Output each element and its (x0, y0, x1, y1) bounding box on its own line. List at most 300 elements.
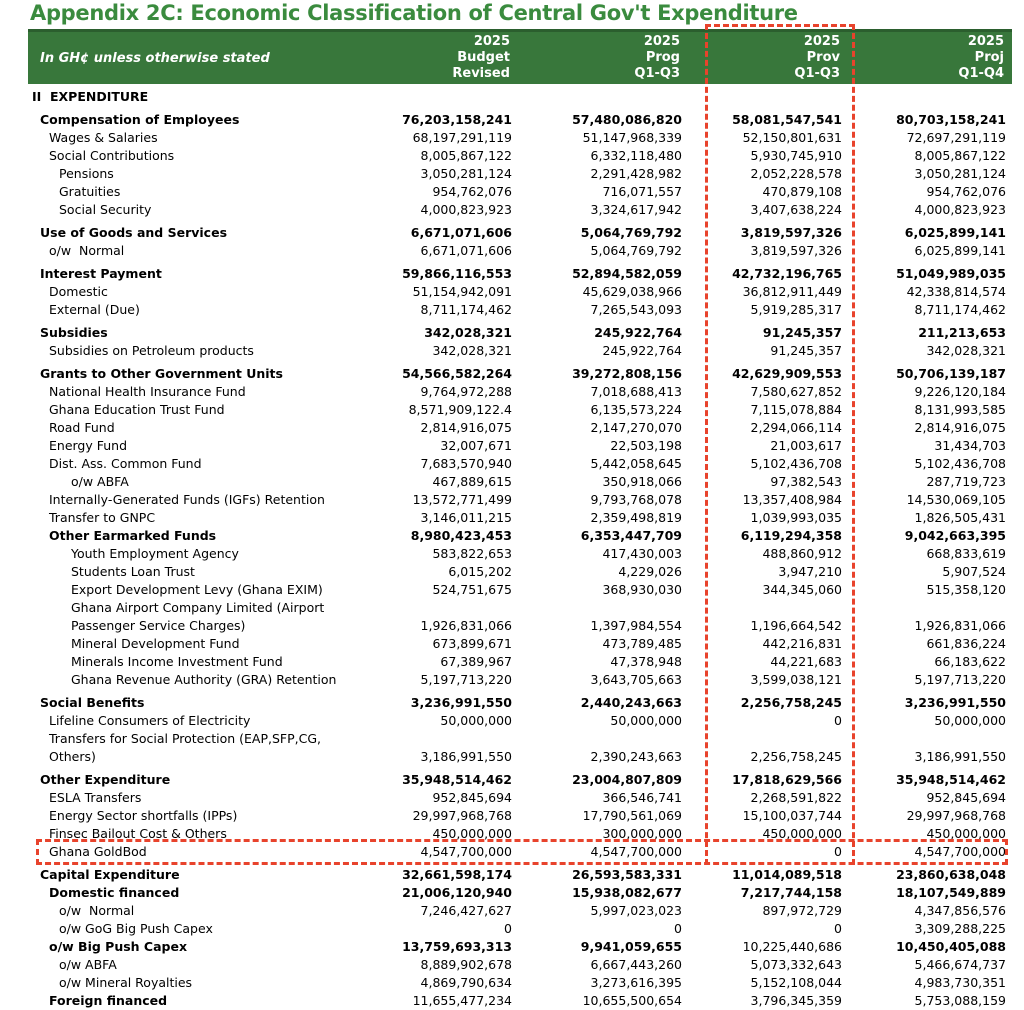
cell-value: 8,711,174,462 (420, 302, 512, 317)
cell-value: 245,922,764 (602, 343, 682, 358)
table-row (30, 825, 1010, 843)
row-label: Domestic financed (49, 885, 180, 900)
table-row (30, 201, 1010, 219)
cell-value: 7,217,744,158 (740, 885, 842, 900)
table-row (30, 956, 1010, 974)
cell-value: 29,997,968,768 (412, 808, 512, 823)
table-row (30, 129, 1010, 147)
cell-value (516, 730, 686, 748)
cell-value: 3,819,597,326 (740, 225, 842, 240)
cell-value: 50,706,139,187 (896, 366, 1006, 381)
row-label: Compensation of Employees (40, 112, 240, 127)
cell-value: 6,025,899,141 (904, 225, 1006, 240)
table-row (30, 599, 1010, 617)
row-label: Students Loan Trust (71, 564, 195, 579)
cell-value: 3,643,705,663 (590, 672, 682, 687)
table-row (30, 581, 1010, 599)
cell-value: 450,000,000 (762, 826, 842, 841)
cell-value: 66,183,622 (934, 654, 1006, 669)
cell-value: 13,759,693,313 (402, 939, 512, 954)
cell-value: 6,667,443,260 (590, 957, 682, 972)
row-label: Transfer to GNPC (49, 510, 156, 525)
cell-value: 350,918,066 (602, 474, 682, 489)
header-label: Prov (806, 50, 840, 65)
row-label: Gratuities (59, 184, 121, 199)
table-row (30, 545, 1010, 563)
cell-value: 5,152,108,044 (750, 975, 842, 990)
cell-value: 673,899,671 (432, 636, 512, 651)
table-row (30, 111, 1010, 129)
cell-value: 18,107,549,889 (896, 885, 1006, 900)
row-label: Social Benefits (40, 695, 145, 710)
cell-value: 6,332,118,480 (590, 148, 682, 163)
cell-value (516, 88, 686, 106)
cell-value (686, 88, 846, 106)
cell-value: 342,028,321 (926, 343, 1006, 358)
row-label: Youth Employment Agency (71, 546, 239, 561)
cell-value: 10,450,405,088 (896, 939, 1006, 954)
cell-value (346, 599, 516, 617)
cell-value: 91,245,357 (762, 325, 842, 340)
cell-value (846, 730, 1010, 748)
row-label: Other Expenditure (40, 772, 171, 787)
cell-value: 2,440,243,663 (580, 695, 682, 710)
cell-value: 2,294,066,114 (750, 420, 842, 435)
cell-value: 3,236,991,550 (410, 695, 512, 710)
table-row (30, 473, 1010, 491)
cell-value: 245,922,764 (594, 325, 682, 340)
table-row (30, 843, 1010, 861)
table-row (30, 242, 1010, 260)
header-label: Budget (457, 50, 510, 65)
cell-value: 897,972,729 (762, 903, 842, 918)
cell-value: 50,000,000 (934, 713, 1006, 728)
row-label: II EXPENDITURE (32, 89, 149, 104)
row-label: Energy Fund (49, 438, 128, 453)
table-row (30, 974, 1010, 992)
cell-value: 211,213,653 (918, 325, 1006, 340)
cell-value: 300,000,000 (602, 826, 682, 841)
row-label: Finsec Bailout Cost & Others (49, 826, 227, 841)
row-label: Social Contributions (49, 148, 175, 163)
row-label: Mineral Development Fund (71, 636, 240, 651)
cell-value: 15,100,037,744 (742, 808, 842, 823)
row-label: Interest Payment (40, 266, 162, 281)
row-label: o/w Big Push Capex (49, 939, 188, 954)
header-period: Revised (452, 66, 510, 81)
cell-value: 3,819,597,326 (750, 243, 842, 258)
cell-value: 2,268,591,822 (750, 790, 842, 805)
row-label: Domestic (49, 284, 108, 299)
cell-value: 14,530,069,105 (906, 492, 1006, 507)
cell-value: 0 (504, 921, 512, 936)
cell-value: 2,147,270,070 (590, 420, 682, 435)
cell-value: 344,345,060 (762, 582, 842, 597)
row-label: Capital Expenditure (40, 867, 180, 882)
cell-value: 21,006,120,940 (402, 885, 512, 900)
row-label: Other Earmarked Funds (49, 528, 217, 543)
cell-value: 7,018,688,413 (590, 384, 682, 399)
cell-value (686, 599, 846, 617)
cell-value: 5,064,769,792 (590, 243, 682, 258)
cell-value: 3,186,991,550 (914, 749, 1006, 764)
row-label: Pensions (59, 166, 114, 181)
row-label: Minerals Income Investment Fund (71, 654, 283, 669)
cell-value: 952,845,694 (432, 790, 512, 805)
table-row (30, 617, 1010, 635)
cell-value: 473,789,485 (602, 636, 682, 651)
row-label: o/w Mineral Royalties (59, 975, 193, 990)
cell-value: 3,599,038,121 (750, 672, 842, 687)
cell-value: 39,272,808,156 (572, 366, 682, 381)
row-label: o/w Normal (49, 243, 125, 258)
cell-value: 3,050,281,124 (914, 166, 1006, 181)
cell-value: 97,382,543 (770, 474, 842, 489)
cell-value: 13,572,771,499 (412, 492, 512, 507)
cell-value: 4,000,823,923 (420, 202, 512, 217)
cell-value: 488,860,912 (762, 546, 842, 561)
cell-value: 5,102,436,708 (914, 456, 1006, 471)
table-row (30, 563, 1010, 581)
table-row (30, 383, 1010, 401)
table-row (30, 748, 1010, 766)
row-label: Subsidies (40, 325, 108, 340)
cell-value: 9,764,972,288 (420, 384, 512, 399)
row-label: Internally-Generated Funds (IGFs) Retention (49, 492, 325, 507)
cell-value: 3,324,617,942 (590, 202, 682, 217)
table-row (30, 671, 1010, 689)
table-row (30, 653, 1010, 671)
cell-value: 3,407,638,224 (750, 202, 842, 217)
table-row (30, 419, 1010, 437)
table-row (30, 165, 1010, 183)
header-col-budget-revised (346, 32, 514, 84)
table-row (30, 147, 1010, 165)
cell-value: 5,073,332,643 (750, 957, 842, 972)
cell-value: 1,397,984,554 (590, 618, 682, 633)
cell-value: 470,879,108 (762, 184, 842, 199)
cell-value: 8,131,993,585 (914, 402, 1006, 417)
row-label: Others) (49, 749, 96, 764)
cell-value: 51,049,989,035 (896, 266, 1006, 281)
cell-value: 0 (834, 713, 842, 728)
cell-value: 2,390,243,663 (590, 749, 682, 764)
cell-value: 3,273,616,395 (590, 975, 682, 990)
row-label: Export Development Levy (Ghana EXIM) (71, 582, 323, 597)
cell-value: 6,025,899,141 (914, 243, 1006, 258)
cell-value: 8,005,867,122 (914, 148, 1006, 163)
table-body (30, 88, 1010, 1010)
cell-value: 36,812,911,449 (742, 284, 842, 299)
cell-value: 5,197,713,220 (420, 672, 512, 687)
cell-value (346, 88, 516, 106)
cell-value: 8,005,867,122 (420, 148, 512, 163)
cell-value: 7,115,078,884 (750, 402, 842, 417)
cell-value: 6,119,294,358 (740, 528, 842, 543)
cell-value: 583,822,653 (432, 546, 512, 561)
table-row (30, 301, 1010, 319)
table-row (30, 730, 1010, 748)
table-row (30, 224, 1010, 242)
table-row (30, 437, 1010, 455)
cell-value: 952,845,694 (926, 790, 1006, 805)
header-period: Q1-Q3 (634, 66, 680, 81)
table-row (30, 324, 1010, 342)
table-row (30, 491, 1010, 509)
cell-value: 2,052,228,578 (750, 166, 842, 181)
cell-value: 3,236,991,550 (904, 695, 1006, 710)
table-row (30, 342, 1010, 360)
cell-value: 9,941,059,655 (580, 939, 682, 954)
cell-value: 67,389,967 (440, 654, 512, 669)
cell-value: 3,050,281,124 (420, 166, 512, 181)
table-row (30, 88, 1010, 106)
cell-value: 1,039,993,035 (750, 510, 842, 525)
row-label: Transfers for Social Protection (EAP,SFP,CG, (49, 731, 322, 746)
cell-value: 3,146,011,215 (420, 510, 512, 525)
cell-value: 13,357,408,984 (742, 492, 842, 507)
table-row (30, 635, 1010, 653)
cell-value: 3,186,991,550 (420, 749, 512, 764)
table-row (30, 509, 1010, 527)
cell-value: 5,919,285,317 (750, 302, 842, 317)
cell-value: 15,938,082,677 (572, 885, 682, 900)
cell-value: 6,353,447,709 (580, 528, 682, 543)
cell-value: 35,948,514,462 (896, 772, 1006, 787)
cell-value: 668,833,619 (926, 546, 1006, 561)
cell-value: 8,889,902,678 (420, 957, 512, 972)
cell-value (516, 599, 686, 617)
cell-value: 68,197,291,119 (412, 130, 512, 145)
row-label: Foreign financed (49, 993, 168, 1008)
cell-value: 17,790,561,069 (582, 808, 682, 823)
cell-value: 366,546,741 (602, 790, 682, 805)
cell-value: 1,196,664,542 (750, 618, 842, 633)
row-label: Energy Sector shortfalls (IPPs) (49, 808, 238, 823)
cell-value: 57,480,086,820 (572, 112, 682, 127)
cell-value: 23,860,638,048 (896, 867, 1006, 882)
cell-value: 5,197,713,220 (914, 672, 1006, 687)
table-row (30, 265, 1010, 283)
table-row (30, 183, 1010, 201)
cell-value: 45,629,038,966 (582, 284, 682, 299)
cell-value: 0 (834, 844, 842, 859)
cell-value: 50,000,000 (610, 713, 682, 728)
header-year: 2025 (967, 34, 1004, 49)
table-row (30, 283, 1010, 301)
table-header (28, 29, 1012, 84)
cell-value: 467,889,615 (432, 474, 512, 489)
cell-value: 32,007,671 (440, 438, 512, 453)
cell-value: 7,580,627,852 (750, 384, 842, 399)
cell-value: 342,028,321 (424, 325, 512, 340)
page-title: Appendix 2C: Economic Classification of Central Gov't Expenditure (30, 1, 798, 25)
cell-value: 10,655,500,654 (582, 993, 682, 1008)
cell-value: 3,947,210 (778, 564, 842, 579)
cell-value: 4,229,026 (618, 564, 682, 579)
cell-value: 32,661,598,174 (402, 867, 512, 882)
cell-value: 5,907,524 (942, 564, 1006, 579)
cell-value: 11,014,089,518 (732, 867, 842, 882)
row-label: o/w ABFA (71, 474, 129, 489)
cell-value: 76,203,158,241 (402, 112, 512, 127)
cell-value: 31,434,703 (934, 438, 1006, 453)
table-row (30, 789, 1010, 807)
cell-value (686, 730, 846, 748)
cell-value: 0 (674, 921, 682, 936)
cell-value: 51,147,968,339 (582, 130, 682, 145)
cell-value: 5,064,769,792 (580, 225, 682, 240)
cell-value: 2,359,498,819 (590, 510, 682, 525)
table-row (30, 365, 1010, 383)
row-label: Wages & Salaries (49, 130, 158, 145)
cell-value: 5,102,436,708 (750, 456, 842, 471)
cell-value: 0 (834, 921, 842, 936)
cell-value: 47,378,948 (610, 654, 682, 669)
table-row (30, 771, 1010, 789)
cell-value: 4,000,823,923 (914, 202, 1006, 217)
cell-value: 52,894,582,059 (572, 266, 682, 281)
cell-value: 954,762,076 (432, 184, 512, 199)
header-year: 2025 (643, 34, 680, 49)
cell-value: 368,930,030 (602, 582, 682, 597)
cell-value: 35,948,514,462 (402, 772, 512, 787)
cell-value: 287,719,723 (926, 474, 1006, 489)
cell-value: 22,503,198 (610, 438, 682, 453)
cell-value: 6,671,071,606 (410, 225, 512, 240)
cell-value: 661,836,224 (926, 636, 1006, 651)
table-row (30, 694, 1010, 712)
cell-value: 4,547,700,000 (590, 844, 682, 859)
table-row (30, 527, 1010, 545)
cell-value: 44,221,683 (770, 654, 842, 669)
cell-value: 2,814,916,075 (914, 420, 1006, 435)
cell-value: 29,997,968,768 (906, 808, 1006, 823)
cell-value: 91,245,357 (770, 343, 842, 358)
cell-value: 5,753,088,159 (914, 993, 1006, 1008)
cell-value: 4,547,700,000 (914, 844, 1006, 859)
cell-value: 417,430,003 (602, 546, 682, 561)
cell-value: 4,869,790,634 (420, 975, 512, 990)
cell-value (846, 599, 1010, 617)
cell-value: 4,347,856,576 (914, 903, 1006, 918)
cell-value: 42,732,196,765 (732, 266, 842, 281)
cell-value: 7,265,543,093 (590, 302, 682, 317)
cell-value: 442,216,831 (762, 636, 842, 651)
cell-value: 9,793,768,078 (590, 492, 682, 507)
cell-value: 8,571,909,122.4 (408, 402, 512, 417)
cell-value: 8,711,174,462 (914, 302, 1006, 317)
row-label: Passenger Service Charges) (71, 618, 246, 633)
row-label: National Health Insurance Fund (49, 384, 246, 399)
table-row (30, 866, 1010, 884)
header-period: Q1-Q3 (794, 66, 840, 81)
cell-value: 6,671,071,606 (420, 243, 512, 258)
table-row (30, 455, 1010, 473)
table-row (30, 992, 1010, 1010)
row-label: Lifeline Consumers of Electricity (49, 713, 251, 728)
row-label: Subsidies on Petroleum products (49, 343, 254, 358)
cell-value: 342,028,321 (432, 343, 512, 358)
cell-value: 80,703,158,241 (896, 112, 1006, 127)
header-col-proj-q1q4 (844, 32, 1008, 84)
cell-value: 51,154,942,091 (412, 284, 512, 299)
table-row (30, 401, 1010, 419)
cell-value: 1,926,831,066 (914, 618, 1006, 633)
cell-value: 2,256,758,245 (750, 749, 842, 764)
row-label: Ghana GoldBod (49, 844, 147, 859)
cell-value: 50,000,000 (440, 713, 512, 728)
cell-value: 450,000,000 (926, 826, 1006, 841)
table-row (30, 920, 1010, 938)
cell-value (846, 88, 1010, 106)
cell-value: 3,796,345,359 (750, 993, 842, 1008)
cell-value: 515,358,120 (926, 582, 1006, 597)
row-label: ESLA Transfers (49, 790, 142, 805)
cell-value: 1,926,831,066 (420, 618, 512, 633)
cell-value: 5,442,058,645 (590, 456, 682, 471)
table-row (30, 884, 1010, 902)
header-col-prog-q1q3 (514, 32, 684, 84)
cell-value: 5,930,745,910 (750, 148, 842, 163)
header-year: 2025 (473, 34, 510, 49)
cell-value: 5,997,023,023 (590, 903, 682, 918)
cell-value: 7,683,570,940 (420, 456, 512, 471)
row-label: Ghana Revenue Authority (GRA) Retention (71, 672, 337, 687)
cell-value: 5,466,674,737 (914, 957, 1006, 972)
cell-value: 72,697,291,119 (906, 130, 1006, 145)
header-label: Proj (974, 50, 1004, 65)
row-label: Road Fund (49, 420, 115, 435)
cell-value: 524,751,675 (432, 582, 512, 597)
cell-value: 954,762,076 (926, 184, 1006, 199)
cell-value: 6,015,202 (448, 564, 512, 579)
cell-value: 11,655,477,234 (412, 993, 512, 1008)
row-label: External (Due) (49, 302, 140, 317)
row-label: Grants to Other Government Units (40, 366, 283, 381)
cell-value: 6,135,573,224 (590, 402, 682, 417)
cell-value: 58,081,547,541 (732, 112, 842, 127)
cell-value: 9,042,663,395 (904, 528, 1006, 543)
cell-value: 42,629,909,553 (732, 366, 842, 381)
header-label: Prog (645, 50, 680, 65)
cell-value: 42,338,814,574 (906, 284, 1006, 299)
table-row (30, 938, 1010, 956)
cell-value: 10,225,440,686 (742, 939, 842, 954)
cell-value: 716,071,557 (602, 184, 682, 199)
row-label: Social Security (59, 202, 152, 217)
cell-value: 21,003,617 (770, 438, 842, 453)
cell-value: 52,150,801,631 (742, 130, 842, 145)
cell-value: 2,291,428,982 (590, 166, 682, 181)
cell-value: 8,980,423,453 (410, 528, 512, 543)
row-label: Dist. Ass. Common Fund (49, 456, 202, 471)
cell-value: 9,226,120,184 (914, 384, 1006, 399)
cell-value: 54,566,582,264 (402, 366, 512, 381)
cell-value: 2,814,916,075 (420, 420, 512, 435)
row-label: o/w GoG Big Push Capex (59, 921, 213, 936)
unit-note: In GH¢ unless otherwise stated (40, 50, 270, 66)
cell-value (346, 730, 516, 748)
table-row (30, 712, 1010, 730)
row-label: Use of Goods and Services (40, 225, 228, 240)
row-label: o/w ABFA (59, 957, 117, 972)
cell-value: 26,593,583,331 (572, 867, 682, 882)
header-period: Q1-Q4 (958, 66, 1004, 81)
row-label: Ghana Education Trust Fund (49, 402, 225, 417)
cell-value: 59,866,116,553 (402, 266, 512, 281)
cell-value: 4,547,700,000 (420, 844, 512, 859)
